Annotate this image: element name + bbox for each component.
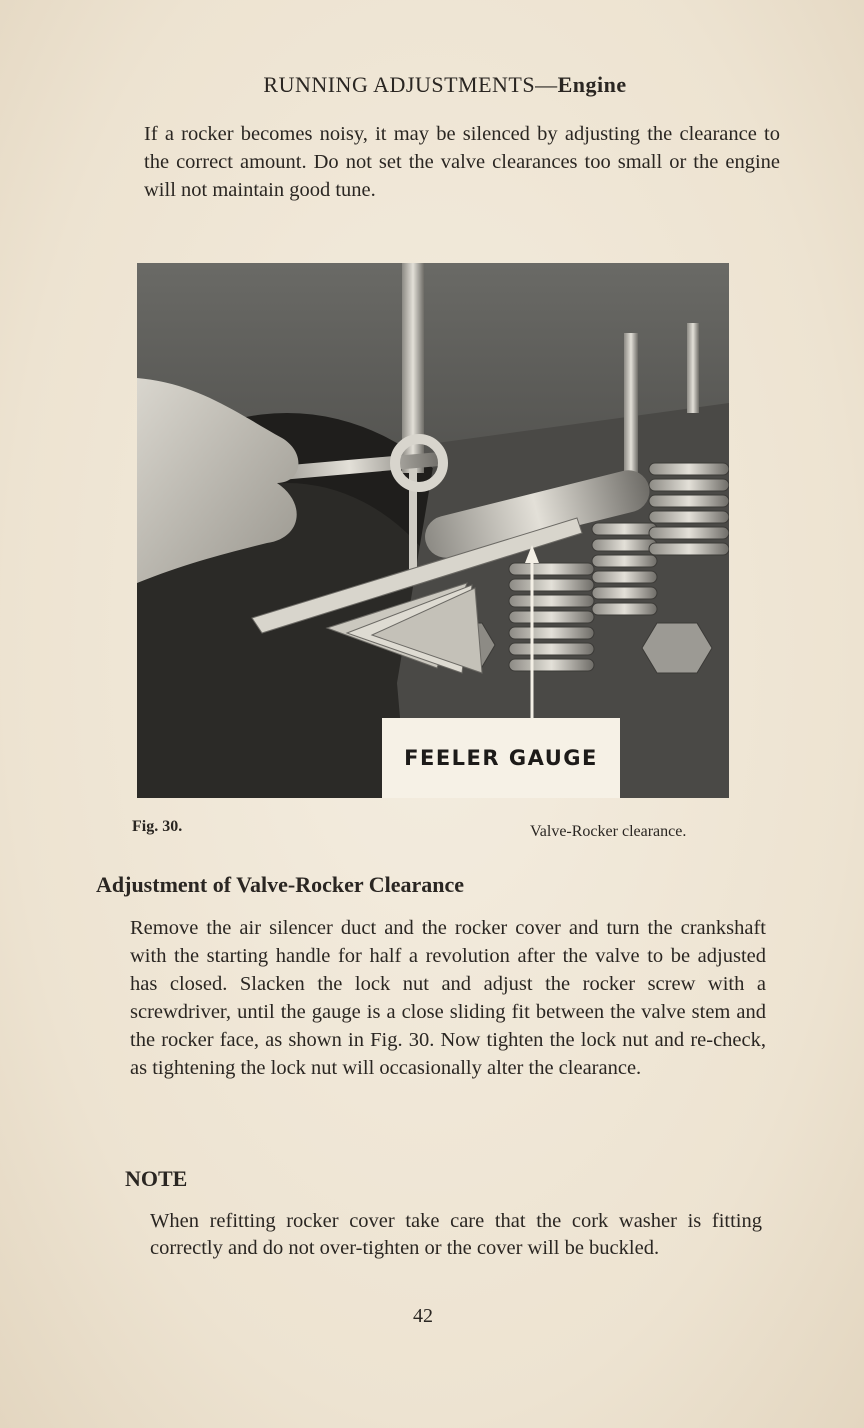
- intro-paragraph: If a rocker becomes noisy, it may be silenced by adjusting the clearance to the correct amount. Do not set the valve clearances too small or the engine will not maintain good tune.: [144, 123, 780, 201]
- running-head-section: RUNNING ADJUSTMENTS—: [263, 72, 558, 97]
- figure-caption: Valve-Rocker clearance.: [530, 823, 687, 840]
- callout-label: FEELER GAUGE: [404, 746, 598, 770]
- running-head-subject: Engine: [557, 72, 627, 97]
- section-heading: Adjustment of Valve-Rocker Clearance: [96, 872, 465, 897]
- feeler-gauge-callout: [382, 718, 620, 798]
- note-paragraph: When refitting rocker cover take care that the cork washer is fitting correctly and do not over-tighten or the cover will be buckled.: [150, 1210, 762, 1259]
- note-heading: NOTE: [125, 1166, 188, 1191]
- running-head: [0, 72, 864, 98]
- figure-photo: [137, 263, 729, 798]
- section-paragraph: Remove the air silencer duct and the rocker cover and turn the crankshaft with the starting handle for half a revolution after the valve to be adjusted has closed. Slacken the lock nut and adjust the rocker screw with a screwdriver, until the gauge is a close sliding fit between the valve stem and the rocker face, as shown in Fig. 30. Now tighten the lock nut and re-check, as tightening the lock nut will occasionally alter the clearance.: [130, 917, 766, 1079]
- page-number: 42: [413, 1305, 433, 1327]
- figure-number: Fig. 30.: [132, 818, 183, 835]
